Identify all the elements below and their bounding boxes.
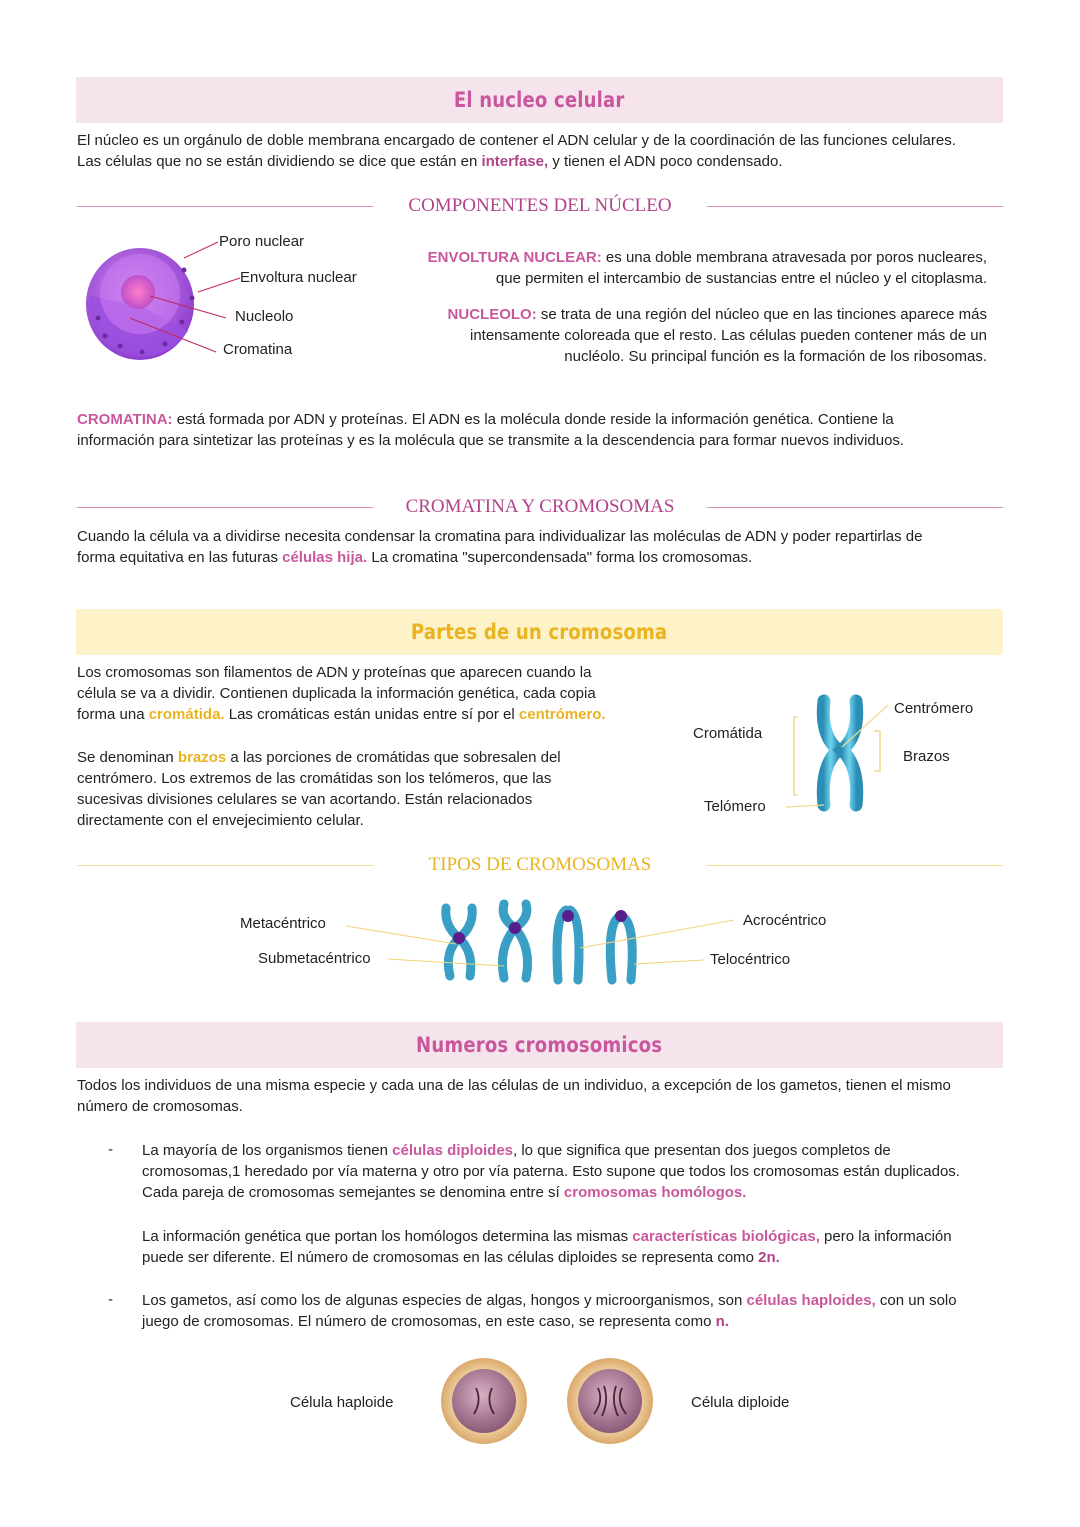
chromosome-types-diagram — [340, 896, 740, 996]
b1-line-4b: pero la información — [819, 1228, 952, 1245]
partes-p1-line-3b: Las cromáticas están unidas entre sí por el — [224, 706, 519, 723]
pointer-envoltura — [198, 278, 240, 292]
pointer-acrocentrico — [580, 920, 734, 948]
cromatina-line-2: información para sintetizar las proteínas y es la molécula que se transmite a la descendencia para formar nuevos individuos. — [77, 432, 905, 449]
label-acrocentrico: Acrocéntrico — [743, 912, 827, 929]
numeros-intro-line-1: Todos los individuos de una misma especie y cada una de las células de un individuo, a excepción de los gametos, tienen el mismo — [77, 1077, 951, 1094]
nucleolo-term: NUCLEOLO: — [447, 306, 537, 323]
label-metacentrico: Metacéntrico — [240, 915, 326, 932]
section-title-partes: Partes de un cromosoma — [411, 620, 668, 644]
cc-line-2a: forma equitativa en las futuras — [77, 549, 283, 566]
label-brazos: Brazos — [903, 748, 950, 765]
nucleolo-line-3: nucléolo. Su principal función es la formación de los ribosomas. — [564, 348, 987, 365]
b1-line-3a: Cada pareja de cromosomas semejantes se denomina entre sí — [142, 1184, 564, 1201]
pointer-telocentrico — [634, 960, 704, 964]
cromatina-term: CROMATINA: — [77, 411, 173, 428]
n-highlight: n. — [715, 1313, 729, 1330]
subheading-text: COMPONENTES DEL NÚCLEO — [408, 195, 672, 216]
envoltura-line-2: que permiten el intercambio de sustancias entre el núcleo y el citoplasma. — [495, 270, 987, 287]
cromatina-line-1: está formada por ADN y proteínas. El ADN es la molécula donde reside la información genética. Contiene la — [172, 411, 894, 428]
cc-line-2b: La cromatina "supercondensada" forma los cromosomas. — [367, 549, 753, 566]
partes-p1-line-2: célula se va a dividir. Contienen duplicada la información genética, cada copia — [77, 685, 596, 702]
b2-line-1b: con un solo — [875, 1292, 957, 1309]
diploid-cell — [567, 1358, 653, 1444]
bullet-diploid-continued — [142, 1226, 1012, 1268]
subheading-text: CROMATINA Y CROMOSOMAS — [405, 496, 675, 517]
subheading-cromatina-cromosomas — [77, 496, 1003, 518]
subheading-componentes — [77, 195, 1003, 217]
bullet-marker: - — [108, 1291, 113, 1308]
intro-line-2b: y tienen el ADN poco condensado. — [548, 153, 783, 170]
intro-line-1: El núcleo es un orgánulo de doble membrana encargado de contener el ADN celular y de la coordinación de las funciones celulares. — [77, 132, 956, 149]
homologos-highlight: cromosomas homólogos. — [563, 1184, 747, 1201]
partes-p2-line-3: sucesivas divisiones celulares se van acortando. Están relacionados — [77, 791, 533, 808]
label-envoltura-nuclear: Envoltura nuclear — [240, 269, 357, 286]
brazos-bracket — [874, 731, 880, 771]
partes-p2-line-1b: a las porciones de cromátidas que sobresalen del — [226, 749, 561, 766]
section-banner-partes — [76, 609, 1003, 655]
cromatina-cromosomas-paragraph — [77, 526, 1007, 568]
bullet-diploid — [142, 1140, 1012, 1203]
b1-line-2: cromosomas,1 heredado por vía materna y otro por vía paterna. Esto supone que todos los cromosomas están duplicados. — [142, 1163, 960, 1180]
interfase-highlight: interfase, — [481, 153, 549, 170]
label-telomero: Telómero — [704, 798, 766, 815]
chromosome-diagram — [780, 695, 900, 820]
section-banner-numeros — [76, 1022, 1003, 1068]
label-celula-haploide: Célula haploide — [290, 1394, 394, 1411]
telocentric-chromosome — [610, 916, 632, 980]
partes-paragraph-1 — [77, 662, 647, 725]
caracteristicas-highlight: características biológicas, — [632, 1228, 820, 1245]
haploid-cell — [441, 1358, 527, 1444]
nucleolo-line-2: intensamente coloreada que el resto. Las células pueden contener más de un — [469, 327, 987, 344]
b1-line-5a: puede ser diferente. El número de cromosomas en las células diploides se representa como — [142, 1249, 759, 1266]
envoltura-definition — [390, 247, 987, 289]
partes-paragraph-2 — [77, 747, 647, 831]
cromatida-highlight: cromátida. — [148, 706, 225, 723]
subheading-text: TIPOS DE CROMOSOMAS — [428, 854, 652, 875]
label-celula-diploide: Célula diploide — [691, 1394, 790, 1411]
partes-p1-line-1: Los cromosomas son filamentos de ADN y proteínas que aparecen cuando la — [77, 664, 592, 681]
section-banner-nucleo — [76, 77, 1003, 123]
partes-p1-line-3a: forma una — [77, 706, 149, 723]
intro-paragraph — [77, 130, 1007, 172]
label-poro-nuclear: Poro nuclear — [219, 233, 305, 250]
label-centromero: Centrómero — [894, 700, 974, 717]
section-title-nucleo: El nucleo celular — [454, 88, 625, 112]
cc-line-1: Cuando la célula va a dividirse necesita condensar la cromatina para individualizar las moléculas de ADN y poder repartirlas de — [77, 528, 923, 545]
intro-line-2a: Las células que no se están dividiendo se dice que están en — [77, 153, 482, 170]
celulas-hija-highlight: células hija. — [282, 549, 368, 566]
label-nucleolo: Nucleolo — [235, 308, 294, 325]
bullet-haploid — [142, 1290, 1012, 1332]
cromatida-bracket — [794, 717, 798, 795]
centromero-highlight: centrómero. — [518, 706, 606, 723]
partes-p2-line-4: directamente con el envejecimiento celular. — [77, 812, 364, 829]
submetacentric-chromosome — [502, 904, 527, 978]
2n-highlight: 2n. — [758, 1249, 780, 1266]
nucleolo-definition — [390, 304, 987, 367]
label-cromatina: Cromatina — [223, 341, 293, 358]
cells-illustration — [432, 1356, 678, 1446]
label-submetacentrico: Submetacéntrico — [258, 950, 371, 967]
b2-line-2a: juego de cromosomas. El número de cromosomas, en este caso, se representa como — [142, 1313, 716, 1330]
pointer-poro — [184, 242, 218, 258]
cromatina-definition — [77, 409, 1007, 451]
partes-p2-line-1a: Se denominan — [77, 749, 178, 766]
envoltura-term: ENVOLTURA NUCLEAR: — [427, 249, 602, 266]
bullet-marker: - — [108, 1141, 113, 1158]
b1-line-1b: , lo que significa que presentan dos juegos completos de — [513, 1142, 891, 1159]
numeros-intro-line-2: número de cromosomas. — [77, 1098, 243, 1115]
celulas-haploides-highlight: células haploides, — [746, 1292, 876, 1309]
brazos-highlight: brazos — [177, 749, 227, 766]
section-title-numeros: Numeros cromosomicos — [416, 1033, 663, 1057]
partes-p2-line-2: centrómero. Los extremos de las cromátidas son los telómeros, que las — [77, 770, 552, 787]
celulas-diploides-highlight: células diploides — [392, 1142, 514, 1159]
subheading-tipos — [77, 854, 1003, 876]
label-telocentrico: Telocéntrico — [710, 951, 791, 968]
nucleolo-line-1: se trata de una región del núcleo que en las tinciones aparece más — [536, 306, 987, 323]
pointer-metacentrico — [346, 926, 456, 944]
label-cromatida: Cromátida — [693, 725, 763, 742]
b2-line-1a: Los gametos, así como los de algunas especies de algas, hongos y microorganismos, son — [142, 1292, 747, 1309]
b1-line-1a: La mayoría de los organismos tienen — [142, 1142, 393, 1159]
numeros-intro — [77, 1075, 1007, 1117]
envoltura-line-1: es una doble membrana atravesada por poros nucleares, — [601, 249, 987, 266]
b1-line-4a: La información genética que portan los homólogos determina las mismas — [142, 1228, 633, 1245]
